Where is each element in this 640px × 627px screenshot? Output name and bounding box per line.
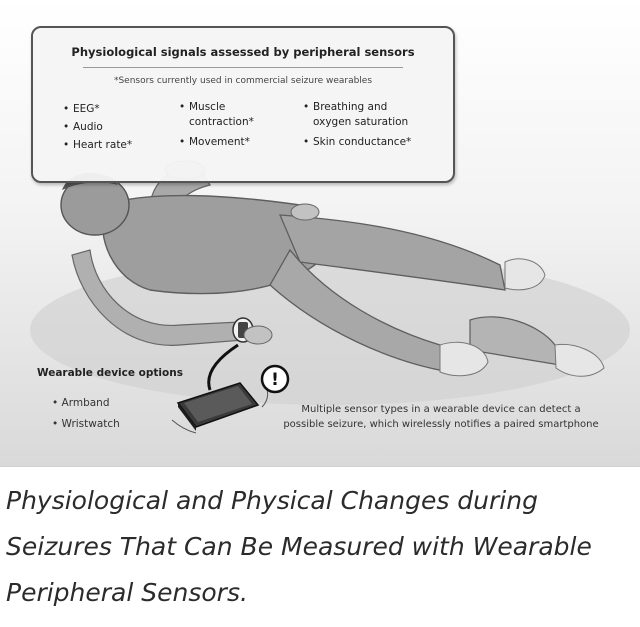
signal-item: • Movement* — [179, 136, 250, 148]
divider — [83, 67, 403, 68]
box-title: Physiological signals assessed by peripheral sensors — [71, 45, 415, 59]
signals-column-2 — [179, 100, 254, 151]
list-item: • Armband — [52, 397, 110, 409]
signals-column-1 — [63, 100, 132, 154]
wearable-options-list — [52, 393, 120, 435]
signal-item: • Breathing and oxygen saturation — [303, 101, 409, 128]
device-caption: Multiple sensor types in a wearable device can detect a possible seizure, which wirelessly notifies a paired smartphone — [283, 404, 599, 430]
wearable-options-title: Wearable device options — [37, 367, 183, 379]
signal-item: • EEG* — [63, 103, 100, 115]
list-item: • Wristwatch — [52, 418, 120, 430]
caption-line: Seizures That Can Be Measured with Wearable — [6, 532, 592, 561]
signal-item: • Muscle contraction* — [179, 101, 254, 128]
caption-line: Physiological and Physical Changes during — [6, 486, 538, 515]
signals-column-3 — [303, 100, 411, 151]
signals-info-box — [31, 26, 455, 183]
svg-text:!: ! — [271, 370, 279, 390]
box-note: *Sensors currently used in commercial seizure wearables — [113, 76, 373, 86]
alert-icon — [260, 364, 290, 394]
figure-caption — [6, 478, 636, 616]
signal-item: • Heart rate* — [63, 139, 133, 151]
signal-item: • Skin conductance* — [303, 136, 412, 148]
caption-line: Peripheral Sensors. — [6, 578, 248, 607]
signal-item: • Audio — [63, 121, 103, 133]
